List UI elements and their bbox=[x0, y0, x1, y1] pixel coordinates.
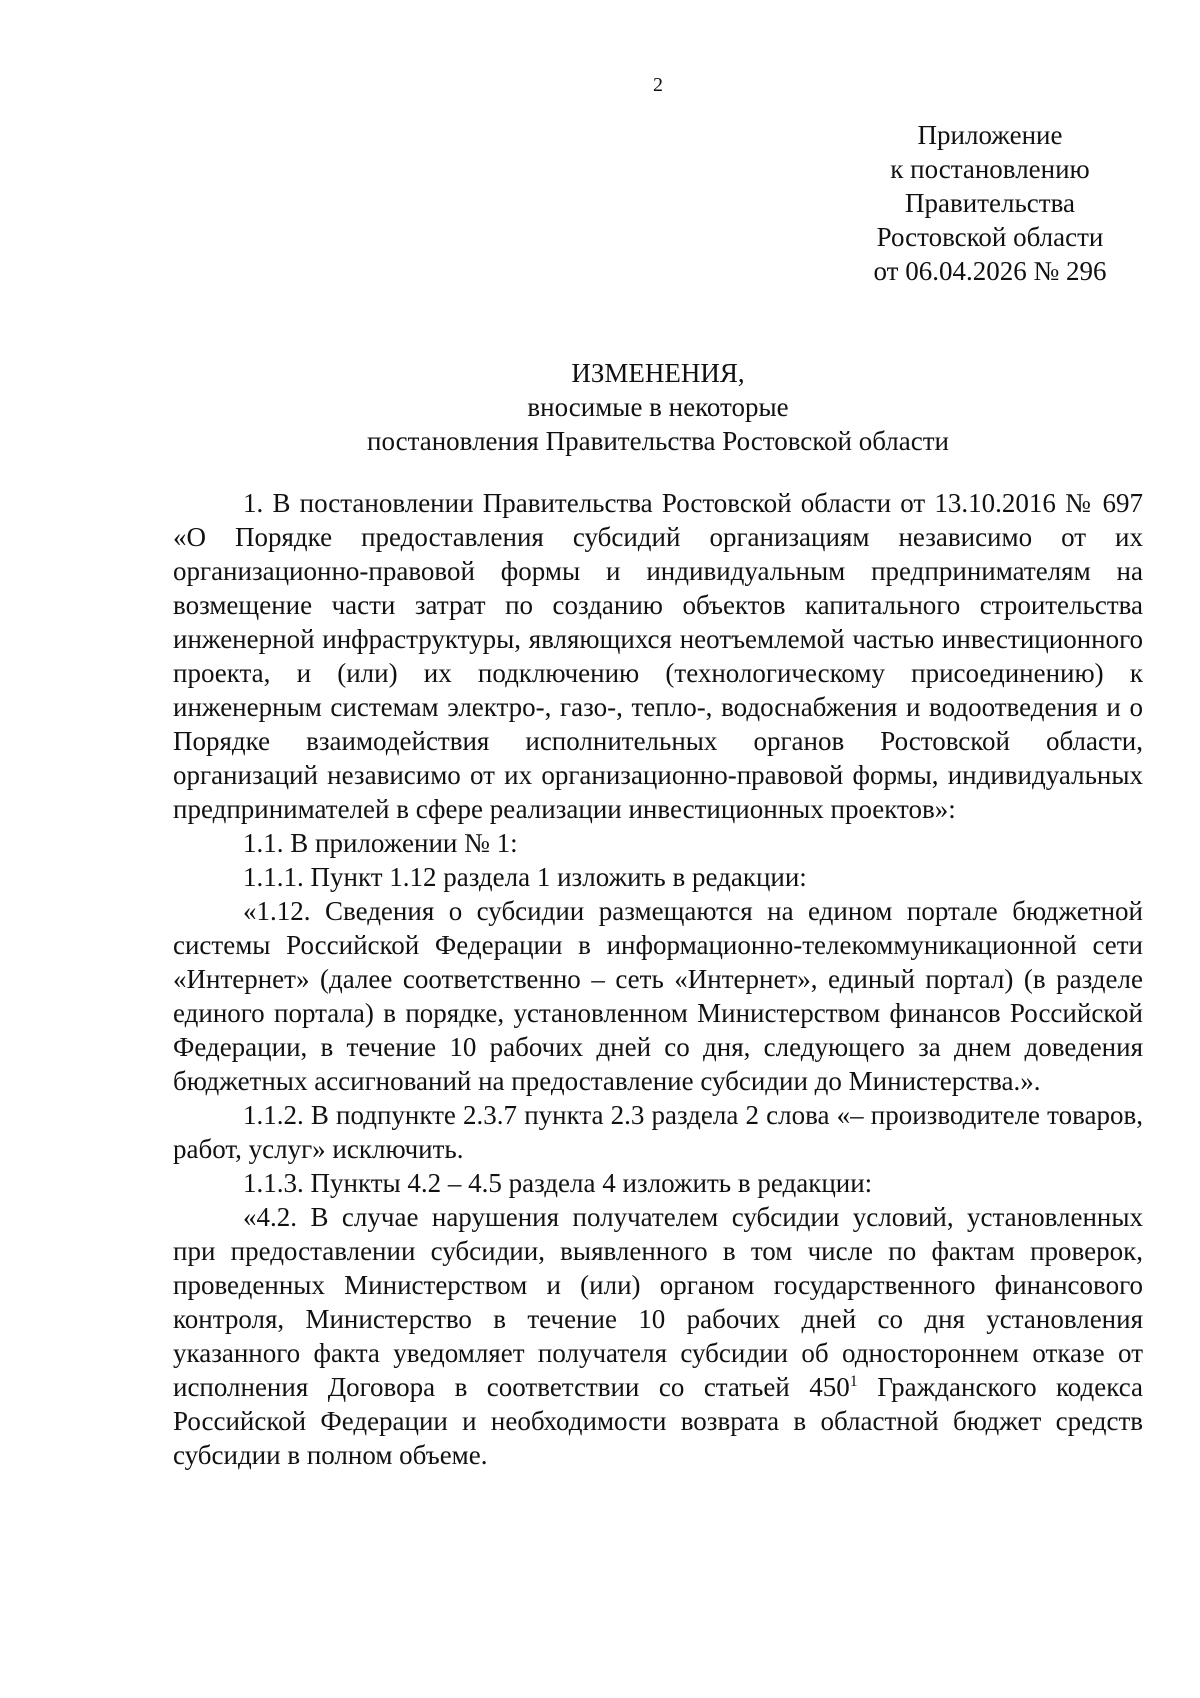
paragraph bbox=[173, 1200, 1143, 1472]
document-title bbox=[173, 356, 1143, 458]
page-number: 2 bbox=[653, 74, 663, 96]
title-heading: ИЗМЕНЕНИЯ, bbox=[571, 358, 745, 388]
appendix-line: Приложение bbox=[917, 120, 1063, 150]
appendix-line: Ростовской области bbox=[876, 222, 1104, 252]
paragraph: 1.1.2. В подпункте 2.3.7 пункта 2.3 раздела 2 слова «– производителе товаров, работ, услуг» исключить. bbox=[173, 1100, 1143, 1164]
appendix-line: к постановлению bbox=[890, 154, 1090, 184]
paragraph: 1.1.3. Пункты 4.2 – 4.5 раздела 4 изложить в редакции: bbox=[243, 1168, 873, 1198]
appendix-header bbox=[800, 118, 1180, 288]
paragraph-text: «4.2. В случае нарушения получателем субсидии условий, установленных при предоставлении субсидии, выявленного в том числе по фактам проверок, проведенных Министерством и (или) органом государственного финансового контроля, Министерство в течение 10 рабочих дней со дня установления указанного факта уведомляет получателя субсидии об одностороннем отказе от исполнения Договора в соответствии со статьей 450 bbox=[173, 1202, 1143, 1402]
superscript: 1 bbox=[849, 1373, 858, 1390]
paragraph: 1.1.1. Пункт 1.12 раздела 1 изложить в редакции: bbox=[243, 862, 807, 892]
paragraph: «1.12. Сведения о субсидии размещаются на едином портале бюджетной системы Российской Федерации в информационно-телекоммуникационной сети «Интернет» (далее соответственно – сеть «Интернет», единый портал) (в разделе единого портала) в порядке, установленном Министерством финансов Российской Федерации, в течение 10 рабочих дней со дня, следующего за днем доведения бюджетных ассигнований на предоставление субсидии до Министерства.». bbox=[173, 896, 1143, 1096]
title-subline: постановления Правительства Ростовской области bbox=[367, 426, 949, 456]
appendix-line: от 06.04.2026 № 296 bbox=[873, 256, 1107, 286]
paragraph: 1. В постановлении Правительства Ростовской области от 13.10.2016 № 697 «О Порядке предоставления субсидий организациям независимо от их организационно-правовой формы и индивидуальным предпринимателям на возмещение части затрат по созданию объектов капитального строительства инженерной инфраструктуры, являющихся неотъемлемой частью инвестиционного проекта, и (или) их подключению (технологическому присоединению) к инженерным системам электро-, газо-, тепло-, водоснабжения и водоотведения и о Порядке взаимодействия исполнительных органов Ростовской области, организаций независимо от их организационно-правовой формы, индивидуальных предпринимателей в сфере реализации инвестиционных проектов»: bbox=[173, 488, 1143, 824]
paragraph: 1.1. В приложении № 1: bbox=[243, 828, 518, 858]
appendix-line: Правительства bbox=[905, 188, 1075, 218]
document-body bbox=[173, 486, 1143, 1472]
paragraph-text: Гражданского кодекса Российской Федерации и необходимости возврата в областной бюджет средств субсидии в полном объеме. bbox=[173, 1372, 1143, 1470]
title-subline: вносимые в некоторые bbox=[527, 392, 789, 422]
